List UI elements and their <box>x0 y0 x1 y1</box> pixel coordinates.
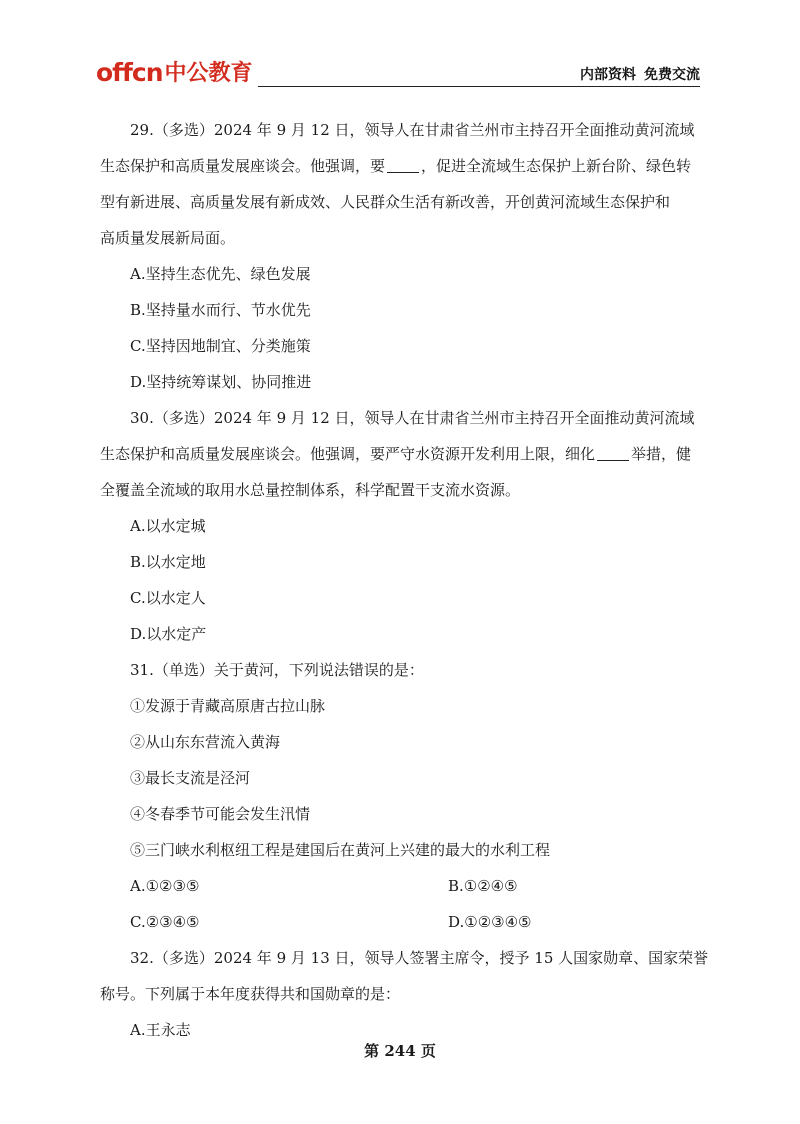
q29-option-c: C.坚持因地制宜、分类施策 <box>130 337 311 355</box>
q30-stem-line-2 <box>100 436 704 472</box>
q31-option-c: C.②③④⑤ <box>130 913 200 931</box>
page-header <box>96 56 700 88</box>
q31-statement-3: ③最长支流是泾河 <box>130 769 251 787</box>
q31-option-d: D.①②③④⑤ <box>448 913 532 931</box>
q31-options-row-1 <box>100 868 704 904</box>
q30-option-b: B.以水定地 <box>130 553 206 571</box>
q31-stem: 31.（单选）关于黄河，下列说法错误的是： <box>130 661 424 679</box>
q31-option-b: B.①②④⑤ <box>448 877 518 895</box>
q29-stem-line-1: 29.（多选）2024 年 9 月 12 日，领导人在甘肃省兰州市主持召开全面推动黄河流域 <box>130 121 695 139</box>
q32-stem-line-1: 32.（多选）2024 年 9 月 13 日，领导人签署主席令，授予 15 人国家勋章、国家荣誉 <box>130 949 709 967</box>
page-number: 第 244 页 <box>364 1042 436 1060</box>
q29-stem-line-2b: ，促进全流域生态保护上新台阶、绿色转 <box>421 157 692 175</box>
q29-stem-line-2 <box>100 148 704 184</box>
q30-stem-line-1: 30.（多选）2024 年 9 月 12 日，领导人在甘肃省兰州市主持召开全面推动黄河流域 <box>130 409 695 427</box>
q29-option-a: A.坚持生态优先、绿色发展 <box>130 265 311 283</box>
q29-stem-line-2a: 生态保护和高质量发展座谈会。他强调，要 <box>100 157 386 175</box>
q29-blank <box>387 156 419 173</box>
logo-latin-text: offcn <box>96 58 163 87</box>
logo-chinese-text: 中公教育 <box>164 61 253 86</box>
header-divider <box>258 86 700 87</box>
q31-option-a: A.①②③⑤ <box>130 877 200 895</box>
header-note <box>580 64 700 84</box>
q31-options-row-2 <box>100 904 704 940</box>
offcn-logo <box>96 56 253 86</box>
q31-statement-2: ②从山东东营流入黄海 <box>130 733 281 751</box>
q29-option-b: B.坚持量水而行、节水优先 <box>130 301 311 319</box>
q31-statement-1: ①发源于青藏高原唐古拉山脉 <box>130 697 326 715</box>
q30-option-d: D.以水定产 <box>130 625 207 643</box>
q31-statement-5: ⑤三门峡水利枢纽工程是建国后在黄河上兴建的最大的水利工程 <box>130 841 551 859</box>
page-content <box>100 112 709 1048</box>
header-note-free: 免费交流 <box>644 67 700 83</box>
q30-option-c: C.以水定人 <box>130 589 206 607</box>
q32-stem-line-2: 称号。下列属于本年度获得共和国勋章的是： <box>100 985 401 1003</box>
q30-option-a: A.以水定城 <box>130 517 206 535</box>
q30-stem-line-2b: 举措，健 <box>631 445 692 463</box>
q29-stem-line-3: 型有新进展、高质量发展有新成效、人民群众生活有新改善，开创黄河流域生态保护和 <box>100 193 671 211</box>
q32-option-a: A.王永志 <box>130 1021 191 1039</box>
header-note-internal: 内部资料 <box>580 67 636 83</box>
q30-stem-line-3: 全覆盖全流域的取用水总量控制体系，科学配置干支流水资源。 <box>100 481 521 499</box>
q30-blank <box>597 444 629 461</box>
q30-stem-line-2a: 生态保护和高质量发展座谈会。他强调，要严守水资源开发利用上限，细化 <box>100 445 596 463</box>
q29-stem-line-4: 高质量发展新局面。 <box>100 229 236 247</box>
q31-statement-4: ④冬春季节可能会发生汛情 <box>130 805 311 823</box>
q29-option-d: D.坚持统筹谋划、协同推进 <box>130 373 312 391</box>
